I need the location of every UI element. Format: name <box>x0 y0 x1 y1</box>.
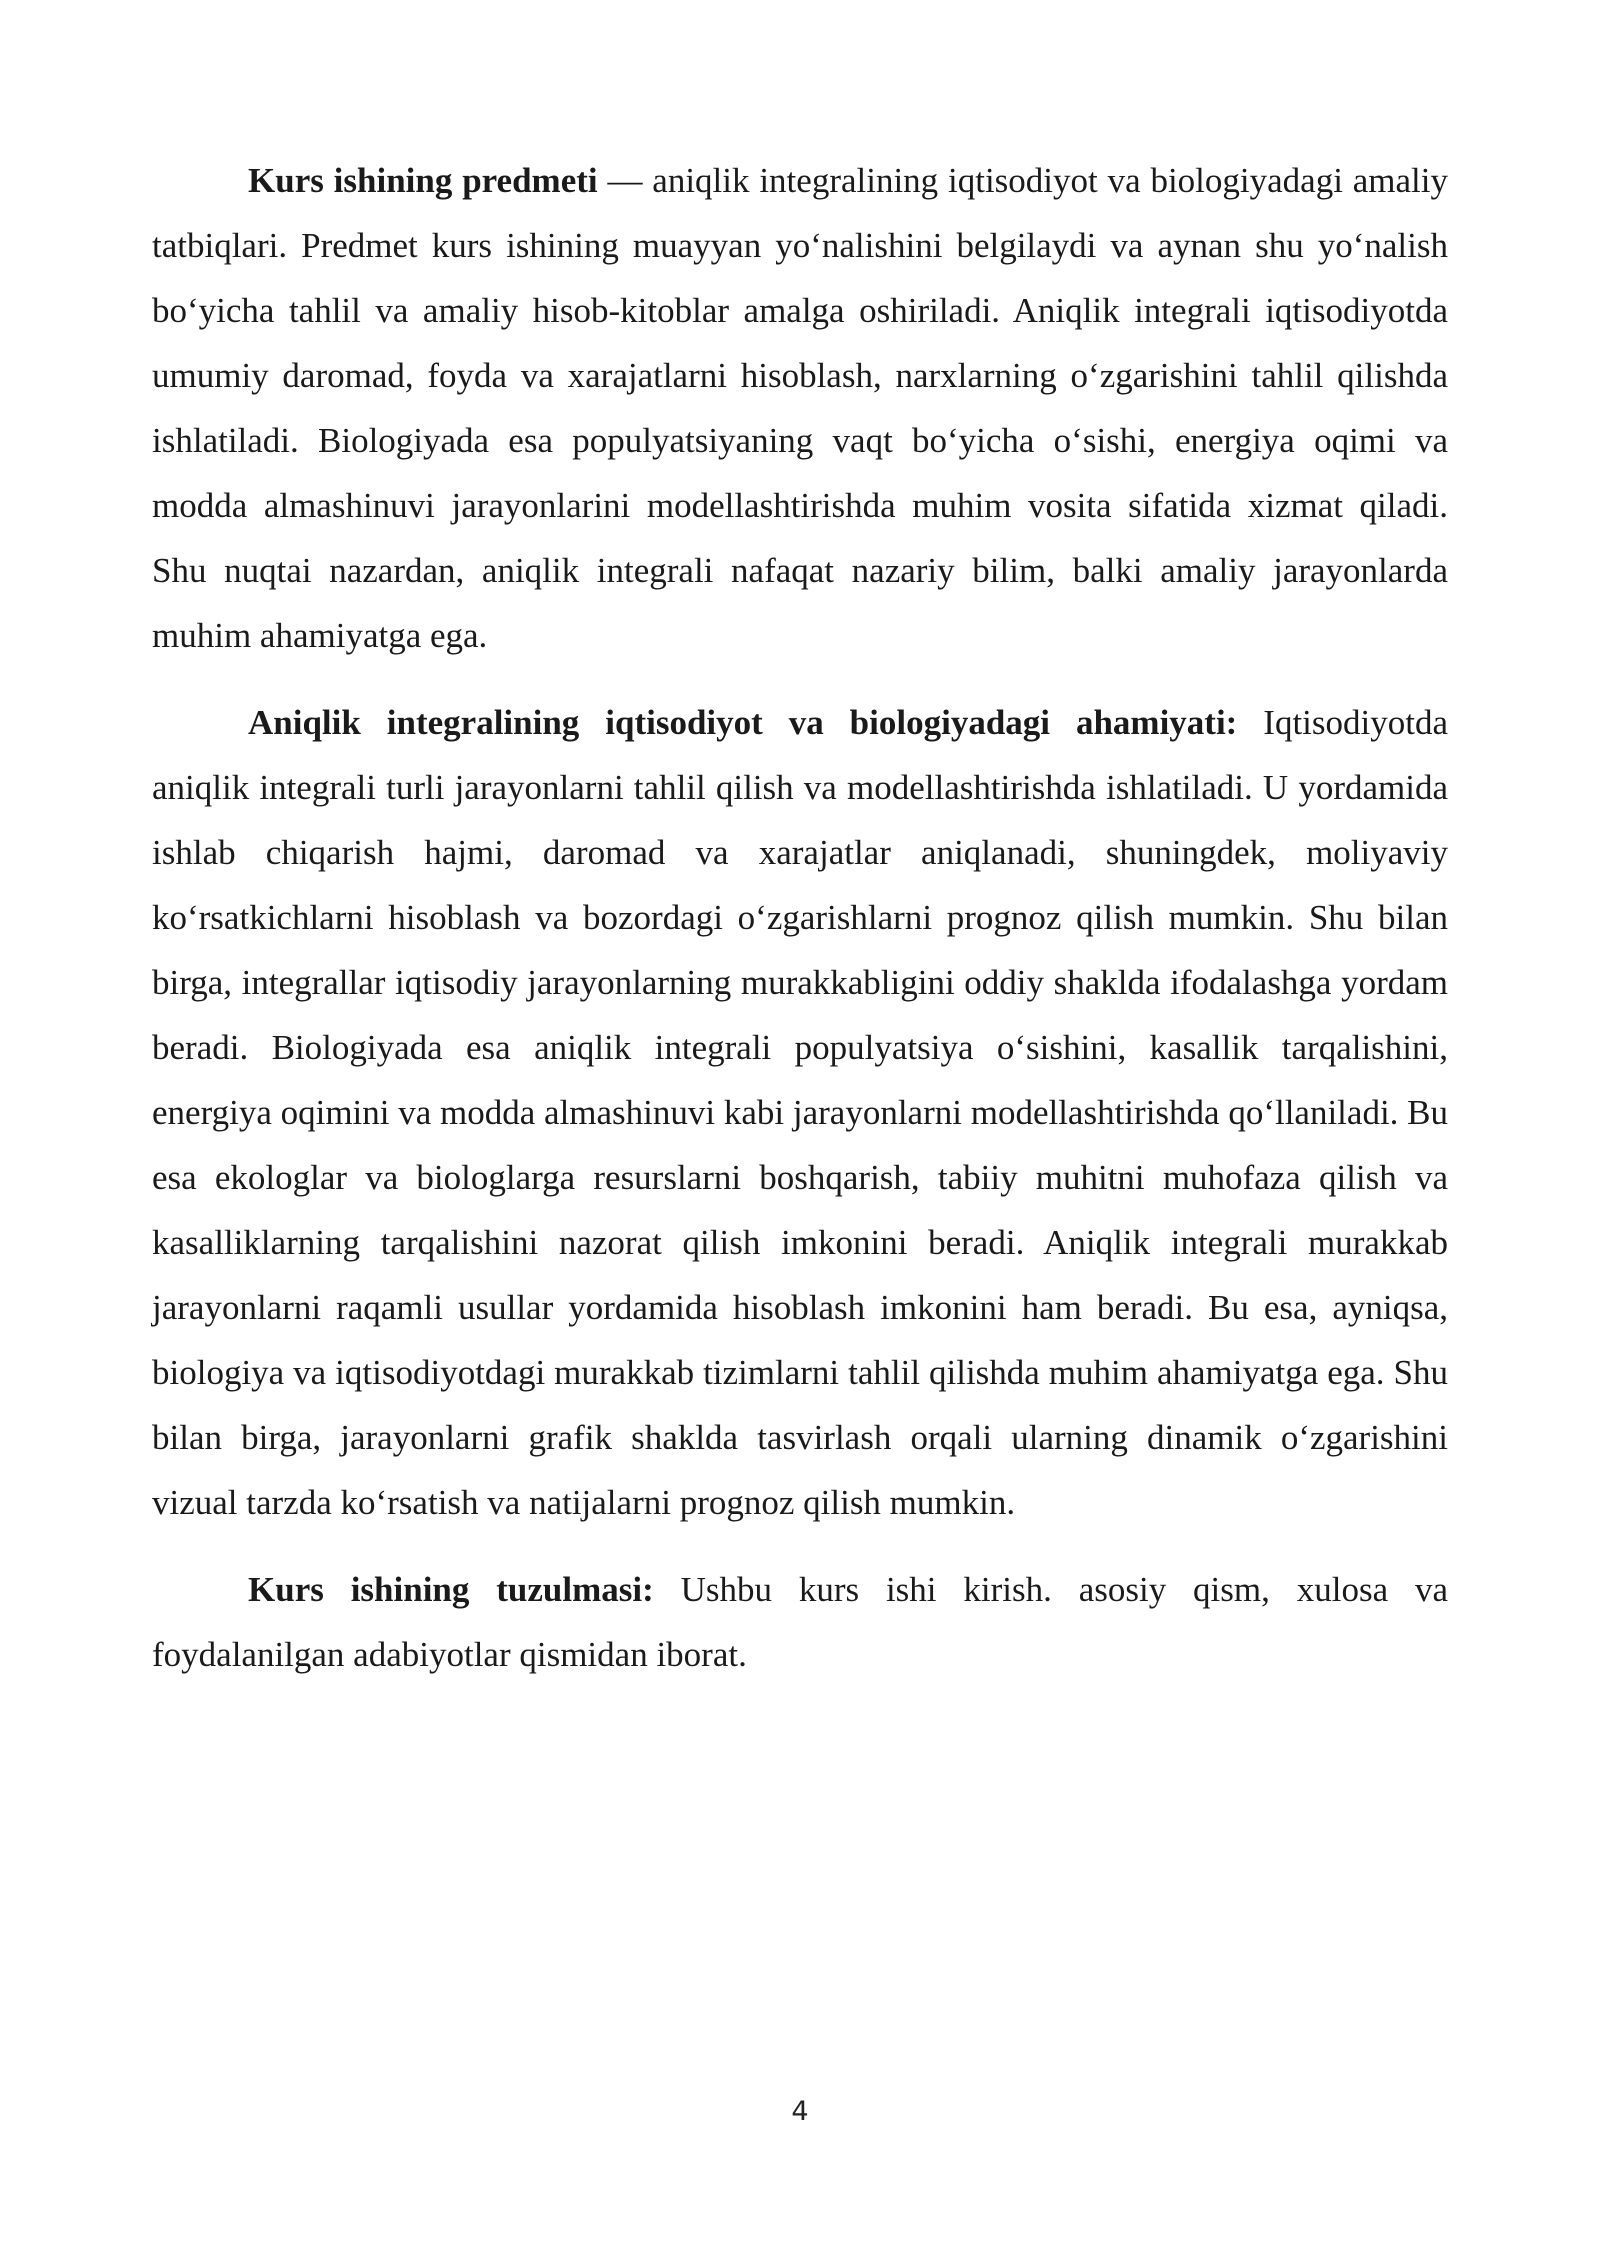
body-text <box>152 148 1448 1709</box>
paragraph-structure-body: Ushbu kurs ishi kirish. asosiy qism, xulosa va foydalanilgan adabiyotlar qismidan iborat. <box>152 1570 1448 1674</box>
paragraph-importance-heading: Aniqlik integralining iqtisodiyot va biologiyadagi ahamiyati: <box>248 703 1238 742</box>
page-number: 4 <box>791 2096 809 2127</box>
paragraph-structure-heading: Kurs ishining tuzulmasi: <box>248 1570 654 1609</box>
paragraph-importance <box>152 690 1448 1535</box>
paragraph-subject <box>152 148 1448 668</box>
paragraph-structure <box>152 1557 1448 1687</box>
paragraph-subject-body: — aniqlik integralining iqtisodiyot va biologiyadagi amaliy tatbiqlari. Predmet kurs ishining muayyan yo‘nalishini belgilaydi va aynan shu yo‘nalish bo‘yicha tahlil va amaliy hisob-kitoblar amalga oshiriladi. Aniqlik integrali iqtisodiyotda umumiy daromad, foyda va xarajatlarni hisoblash, narxlarning o‘zgarishini tahlil qilishda ishlatiladi. Biologiyada esa populyatsiyaning vaqt bo‘yicha o‘sishi, energiya oqimi va modda almashinuvi jarayonlarini modellashtirishda muhim vosita sifatida xizmat qiladi. Shu nuqtai nazardan, aniqlik integrali nafaqat nazariy bilim, balki amaliy jarayonlarda muhim ahamiyatga ega. <box>152 161 1448 655</box>
paragraph-importance-body: Iqtisodiyotda aniqlik integrali turli jarayonlarni tahlil qilish va modellashtirishda ishlatiladi. U yordamida ishlab chiqarish hajmi, daromad va xarajatlar aniqlanadi, shuningdek, moliyaviy ko‘rsatkichlarni hisoblash va bozordagi o‘zgarishlarni prognoz qilish mumkin. Shu bilan birga, integrallar iqtisodiy jarayonlarning murakkabligini oddiy shaklda ifodalashga yordam beradi. Biologiyada esa aniqlik integrali populyatsiya o‘sishini, kasallik tarqalishini, energiya oqimini va modda almashinuvi kabi jarayonlarni modellashtirishda qo‘llaniladi. Bu esa ekologlar va biologlarga resurslarni boshqarish, tabiiy muhitni muhofaza qilish va kasalliklarning tarqalishini nazorat qilish imkonini beradi. Aniqlik integrali murakkab jarayonlarni raqamli usullar yordamida hisoblash imkonini ham beradi. Bu esa, ayniqsa, biologiya va iqtisodiyotdagi murakkab tizimlarni tahlil qilishda muhim ahamiyatga ega. Shu bilan birga, jarayonlarni grafik shaklda tasvirlash orqali ularning dinamik o‘zgarishini vizual tarzda ko‘rsatish va natijalarni prognoz qilish mumkin. <box>152 703 1449 1522</box>
paragraph-subject-heading: Kurs ishining predmeti <box>248 161 598 200</box>
